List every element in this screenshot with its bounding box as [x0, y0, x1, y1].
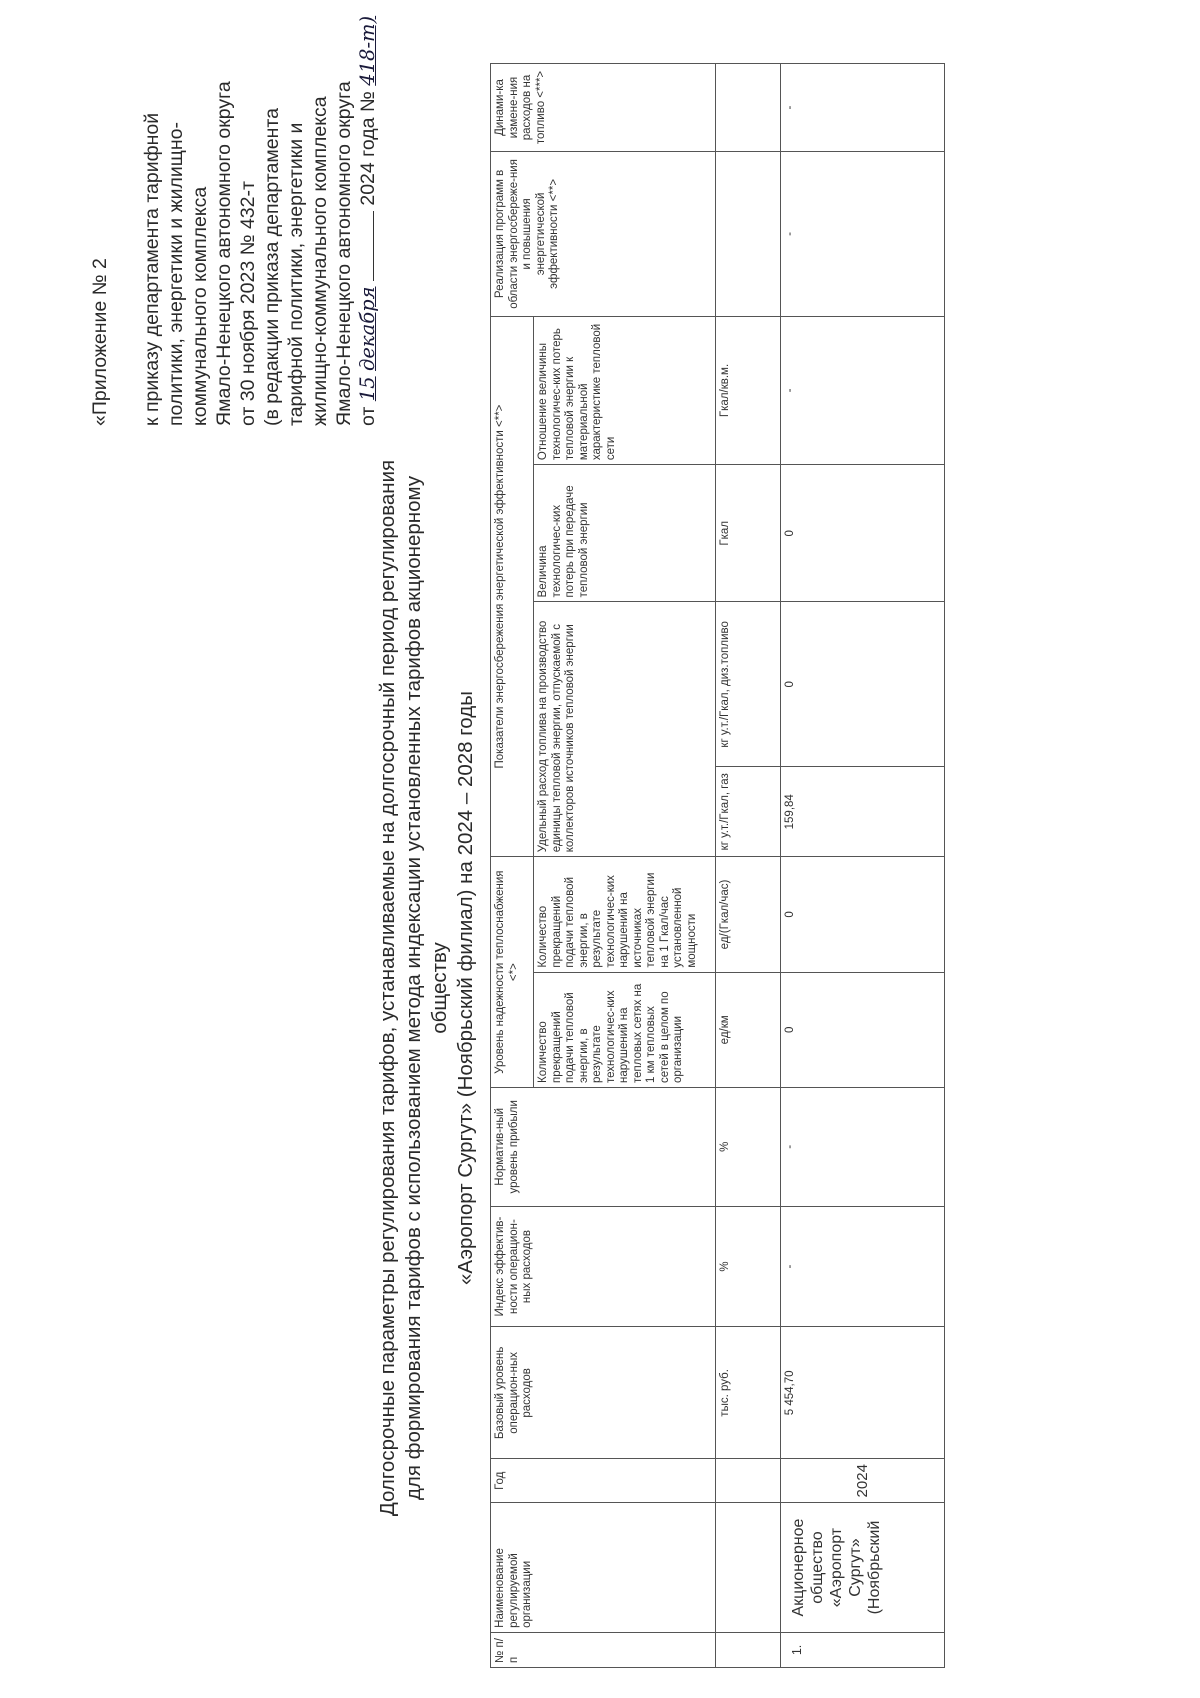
units-row [716, 64, 781, 1668]
dynamics-header: Динами-ка измене-ния расходов на топливо <***> [491, 64, 716, 152]
row-programs: - [781, 152, 945, 317]
col-base-header: Базовый уровень операцион-ных расходов [491, 1327, 716, 1459]
energy-group-header: Показатели энергосбережения энергетической эффективности <**> [491, 316, 534, 857]
units-cell: % [716, 1206, 781, 1327]
row-num: 1. [781, 1632, 945, 1667]
losses-header: Величина технологичес-ких потерь при передаче тепловой энергии [534, 465, 716, 602]
date-prefix: от [357, 406, 379, 426]
units-cell: ед/км [716, 972, 781, 1087]
rel1-header: Количество прекращений подачи тепловой энергии, в результате технологичес-ких нарушений на тепловых сетях на 1 км тепловых сетей в целом по организации [534, 972, 716, 1087]
header-line: Ямало-Ненецкого автономного округа [333, 81, 355, 426]
handwritten-order-number: 418-т) [356, 15, 379, 86]
units-cell [716, 64, 781, 152]
document-title [375, 438, 479, 1538]
header-line: Ямало-Ненецкого автономного округа [213, 81, 235, 426]
row-org: Акционерное общество «Аэропорт Сургут» (Ноябрьский [781, 1503, 945, 1633]
units-cell: ед/(Гкал/час) [716, 857, 781, 972]
units-cell [716, 1459, 781, 1503]
header-line: от 30 ноября 2023 № 432-т [237, 181, 259, 426]
units-cell [716, 1632, 781, 1667]
units-cell: кг у.т./Гкал, диз.топливо [716, 602, 781, 767]
row-ratio: - [781, 316, 945, 464]
fuel-header: Удельный расход топлива на производство единицы тепловой энергии, отпускаемой с коллекторов источников тепловой энергии [534, 602, 716, 857]
title-line: Долгосрочные параметры регулирования тарифов, устанавливаемые на долгосрочный период регулирования [376, 459, 399, 1517]
date-year: 2024 года № [357, 91, 379, 206]
units-cell [716, 152, 781, 317]
ratio-header: Отношение величины технологичес-ких потерь тепловой энергии к материальной характеристике тепловой сети [534, 316, 716, 464]
programs-header: Реализация программ в области энергосбереже-ния и повышения энергетической эффективности <**> [491, 152, 716, 317]
units-cell: кг у.т./Гкал, газ [716, 767, 781, 857]
header-line: тарифной политики, энергетики и [285, 122, 307, 426]
units-cell: тыс. руб. [716, 1327, 781, 1459]
col-num-header: № п/ п [491, 1632, 716, 1667]
header-line: коммунального комплекса [189, 186, 211, 426]
col-index-header: Индекс эффектив-ности операцион-ных расходов [491, 1206, 716, 1327]
header-row [491, 64, 534, 1668]
title-line: для формирования тарифов с использованием метода индексации установленных тарифов акционерному обществу [402, 475, 451, 1501]
row-rel1: 0 [781, 972, 945, 1087]
order-date-line [356, 6, 380, 426]
row-profit: - [781, 1087, 945, 1206]
col-org-header: Наименование регулируемой организации [491, 1503, 716, 1633]
handwritten-day: 15 [356, 376, 379, 402]
units-cell: Гкал/кв.м. [716, 316, 781, 464]
row-losses: 0 [781, 465, 945, 602]
row-dynamics: - [781, 64, 945, 152]
header-line: политики, энергетики и жилищно- [165, 122, 187, 426]
col-profit-header: Норматив-ный уровень прибыли [491, 1087, 716, 1206]
col-year-header: Год [491, 1459, 716, 1503]
row-rel2: 0 [781, 857, 945, 972]
rel2-header: Количество прекращений подачи тепловой энергии, в результате технологичес-ких нарушений на источниках тепловой энергии на 1 Гкал/час установленной мощности [534, 857, 716, 972]
header-line: жилищно-коммунального комплекса [309, 96, 331, 426]
units-cell: % [716, 1087, 781, 1206]
header-line: (в редакции приказа департамента [261, 108, 283, 426]
row-index: - [781, 1206, 945, 1327]
parameters-table [490, 63, 945, 1668]
header-block [88, 6, 380, 426]
date-underline [373, 211, 374, 281]
row-fuel-diesel: 0 [781, 602, 945, 767]
row-base: 5 454,70 [781, 1327, 945, 1459]
table-row [781, 64, 945, 1668]
row-fuel-gas: 159,84 [781, 767, 945, 857]
row-year: 2024 [781, 1459, 945, 1503]
reliability-group-header: Уровень надежности теплоснабжения <*> [491, 857, 534, 1088]
appendix-label: «Приложение № 2 [89, 258, 111, 426]
header-line: к приказу департамента тарифной [141, 112, 163, 426]
handwritten-month: декабря [356, 286, 379, 371]
title-line: «Аэропорт Сургут» (Ноябрьский филиал) на 2024 – 2028 годы [454, 691, 477, 1285]
units-cell [716, 1503, 781, 1633]
units-cell: Гкал [716, 465, 781, 602]
